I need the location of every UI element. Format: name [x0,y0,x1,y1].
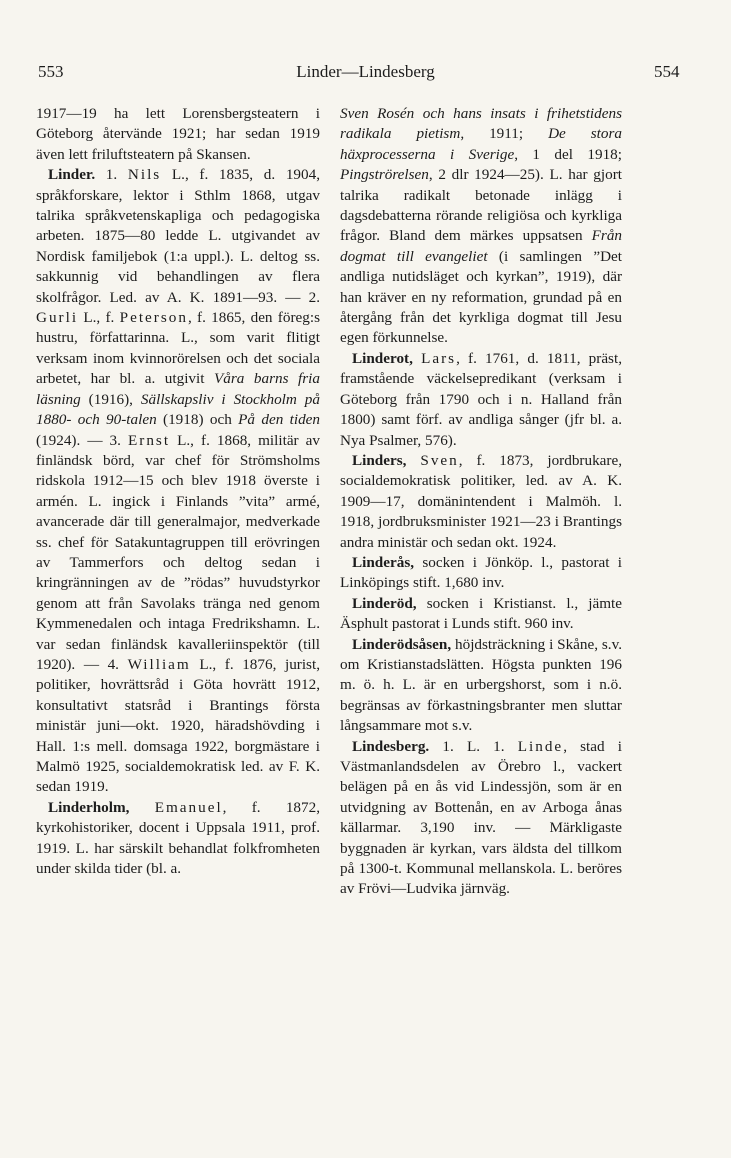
entry-linderodsasen [340,635,622,737]
work-title: Sällskapsliv i Stockholm på 1880- och 90-talen [36,390,320,429]
entry-continuation: 1917—19 ha lett Lorensbergsteatern i Göteborg återvände 1921; har sedan 1919 även lett friluftsteatern på Skansen. [36,105,320,163]
entry-text: (1916), [80,390,141,408]
right-column [340,104,622,900]
page-number-left: 553 [38,62,64,81]
headword: Linderås, [352,553,415,571]
entry-lindesberg [340,737,622,900]
entry-text: , stad i Västmanlandsdelen av Örebro l., vackert belägen på en ås vid Lindessjön, som är en utvidgning av Bottenån, en av Arboga ånas källarmar. 3,190 inv. — Märkligaste byggnaden är kyrkan, vars äldsta del tillkom på 1300-t. Kommunal mellanskola. L. beröres av Frövi—Ludvika järnväg. [340,737,623,898]
person-name: Emanuel [154,798,223,816]
person-name: Ernst [128,431,171,449]
person-name: Nils [127,166,162,184]
place-name: Linde [517,737,564,755]
work-title: Våra barns fria läsning [36,370,320,408]
work-title: Från dogmat till evangeliet [340,227,622,265]
headword: Linderholm, [48,798,130,816]
entry-text: , 1 del 1918; [514,145,622,163]
person-name: Sven [420,451,459,469]
entry-text: , f. 1865, den föreg:s hustru, författarinna. L., som varit flitigt verksam inom kvinnorörelsen och det sociala arbetet, har bl. a. utgivit [36,309,320,388]
headword: Linder. [48,166,96,184]
entry-text: , 2 dlr 1924—25). L. har gjort talrika radikalt betonade inlägg i dagsdebatterna rörande religiösa och kyrkliga frågor. Bland dem märkes uppsatsen [340,166,622,245]
left-column [36,104,320,879]
entry-text: , 1911; [460,125,549,143]
entry-text: 1. [95,166,128,184]
work-title: De stora häxprocesserna i Sverige [340,125,623,163]
person-name: Lars [421,349,457,367]
entry-text: L., f. [78,309,120,327]
entry-text: socken i Kristianst. l., jämte Äsphult pastorat i Lunds stift. 960 inv. [340,594,622,633]
entry-linderot [340,349,622,451]
running-head: Linder—Lindesberg [296,62,435,81]
entry-text: , f. 1761, d. 1811, präst, framstående väckelsepredikant (verksam i Göteborg från 1790 och i n. Halland från 1800) samt förf. av andliga sånger (jfr bl. a. Nya Psalmer, 576). [340,349,622,449]
person-name: William [127,655,191,673]
entry-linders [340,451,622,553]
entry-linderod [340,594,622,635]
entry-text: höjdsträckning i Skåne, s.v. om Kristianstadslätten. Högsta punkten 196 m. ö. h. L. är en urbergshorst, som i n.ö. begränsas av förkastningsbranter men sluttar långsammare mot s.v. [340,635,622,735]
headword: Linderot, [352,349,413,367]
entry-linder [36,165,320,798]
page-header [0,62,731,92]
entry-text: L., f. 1835, d. 1904, språkforskare, lektor i Sthlm 1868, utgav talrika språkvetenskapliga och pedagogiska arbeten. 1875—80 ledde L. utgivandet av Nordisk familjebok (1:a uppl.). L. deltog ss. sakkunnig vid behandlingen av flera skolfrågor. Led. av A. K. 1891—93. — 2. [36,166,320,306]
work-title: Pingströrelsen [340,166,429,184]
entry-text: 1. L. 1. [429,737,518,755]
entry-text: (i samlingen ”Det andliga nutidsläget och kyrkan”, 1919), där han kräver en ny reformation, grundad på en återgång från det kyrkliga dogmat till Jesu egen förkunnelse. [340,247,622,347]
page-number-right: 554 [654,62,680,81]
headword: Lindesberg. [352,737,430,755]
person-name: Peterson [119,309,188,327]
headword: Linders, [352,451,407,469]
entry-text: L., f. 1868, militär av finländsk börd, var chef för Strömsholms ridskola 1912—15 och blev 1918 överste i armén. L. ingick i Finlands ”vita” armé, avancerade där till generalmajor, medverkade ss. chef för Satakuntagruppen till erövringen av Tammerfors och deltog sedan i kringränningen av de ”rödas” huvudstyrkor genom att från Savolaks tränga ned genom Kymmenedalen och intaga Fredrikshamn. L. var sedan finländsk kavalleriinspektör (till 1920). — 4. [36,431,320,673]
work-title: Sven Rosén och hans insats i frihetstidens radikala pietism [340,105,622,143]
entry-text: , f. 1872, kyrkohistoriker, docent i Uppsala 1911, prof. 1919. L. har särskilt behandlat folkfromheten under skilda tider (bl. a. [36,798,320,878]
work-title: På den tiden [238,411,320,429]
headword: Linderödsåsen, [352,635,452,653]
entry-linderholm [36,798,320,880]
entry-linderas [340,553,622,594]
entry-text: L., f. 1876, jurist, politiker, hovrättsråd i Göta hovrätt 1912, konsultativt statsråd i Brantings första ministär juni—okt. 1920, häradshövding i Hall. 1:s mell. domsaga 1922, borgmästare i Malmö 1925, socialdemokratisk led. av F. K. sedan 1919. [36,655,320,796]
entry-continuation [340,104,622,349]
entry-text: (1924). — 3. [36,431,128,449]
entry-text: , f. 1873, jordbrukare, socialdemokratisk politiker, led. av A. K. 1909—17, domänintendent i Malmöh. l. 1918, jordbruksminister 1921—23 i Brantings andra ministär och sedan okt. 1924. [340,451,623,551]
entry-text: (1918) och [156,411,239,429]
person-name: Gurli [36,309,79,327]
entry-text: socken i Jönköp. l., pastorat i Linköpings stift. 1,680 inv. [340,553,622,592]
headword: Linderöd, [352,594,417,612]
